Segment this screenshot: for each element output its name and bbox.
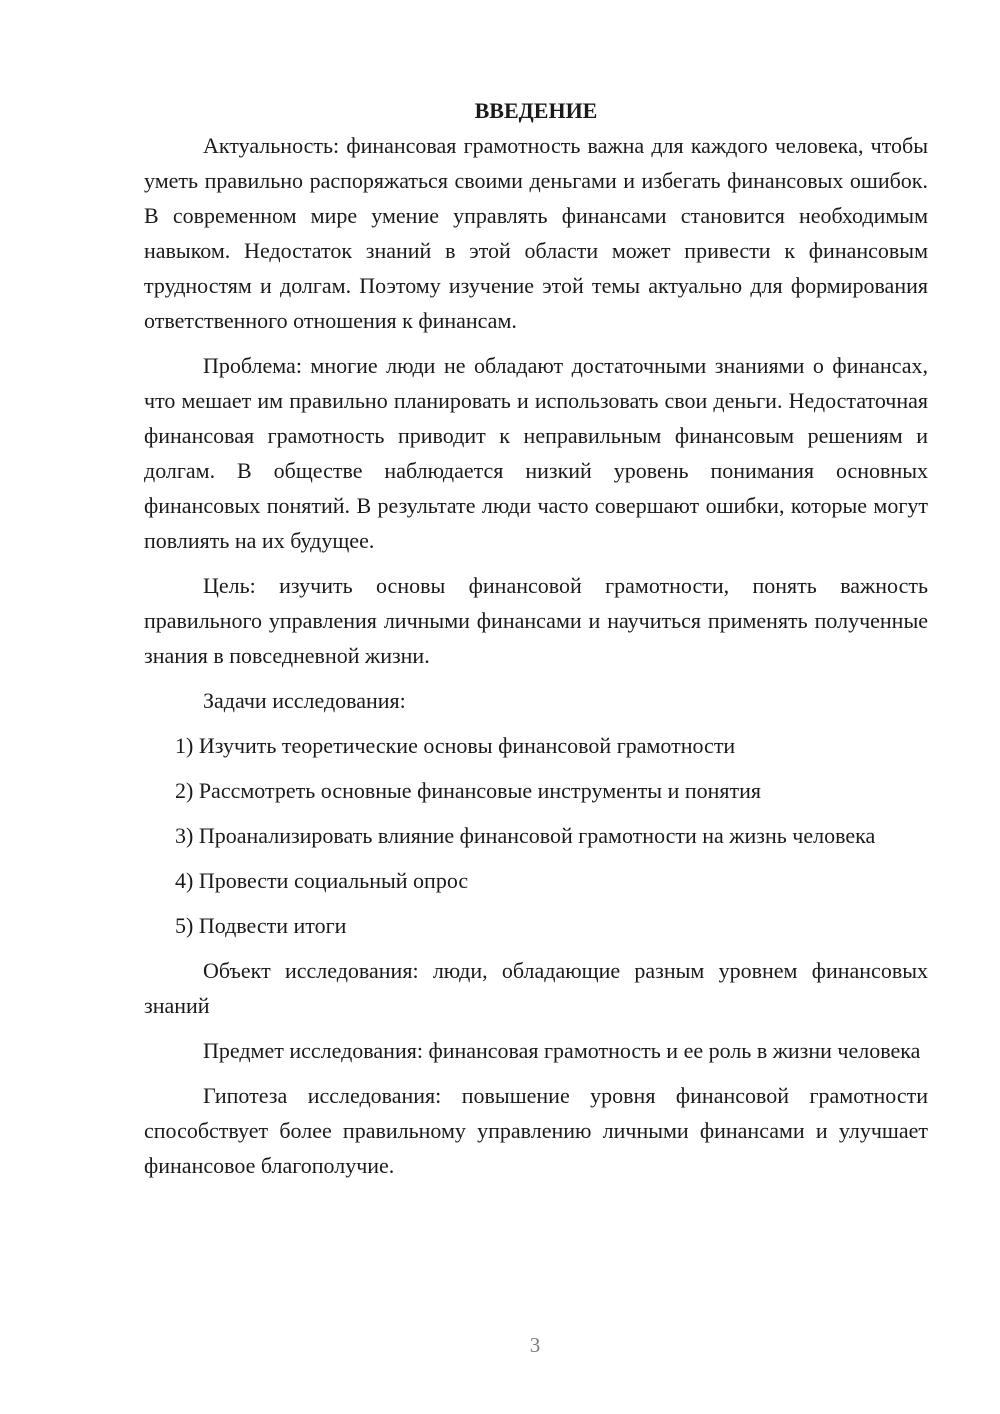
subject-paragraph: Предмет исследования: финансовая грамотность и ее роль в жизни человека	[203, 1038, 921, 1063]
relevance-paragraph: Актуальность: финансовая грамотность важна для каждого человека, чтобы уметь правильно распоряжаться своими деньгами и избегать финансовых ошибок. В современном мире умение управлять финансами становится необходимым навыком. Недостаток знаний в этой области может привести к финансовым трудностям и долгам. Поэтому изучение этой темы актуально для формирования ответственного отношения к финансам.	[144, 133, 928, 333]
task-item: 5) Подвести итоги	[175, 913, 347, 938]
task-item: 1) Изучить теоретические основы финансовой грамотности	[175, 733, 736, 758]
task-item: 4) Провести социальный опрос	[175, 868, 469, 893]
problem-paragraph: Проблема: многие люди не обладают достаточными знаниями о финансах, что мешает им правильно планировать и использовать свои деньги. Недостаточная финансовая грамотность приводит к неправильным финансовым решениям и долгам. В обществе наблюдается низкий уровень понимания основных финансовых понятий. В результате люди часто совершают ошибки, которые могут повлиять на их будущее.	[144, 353, 928, 553]
goal-paragraph: Цель: изучить основы финансовой грамотности, понять важность правильного управления личными финансами и научиться применять полученные знания в повседневной жизни.	[144, 573, 928, 668]
hypothesis-paragraph: Гипотеза исследования: повышение уровня финансовой грамотности способствует более правильному управлению личными финансами и улучшает финансовое благополучие.	[144, 1083, 928, 1178]
task-item: 3) Проанализировать влияние финансовой грамотности на жизнь человека	[175, 823, 876, 848]
object-paragraph: Объект исследования: люди, обладающие разным уровнем финансовых знаний	[144, 958, 928, 1018]
task-item: 2) Рассмотреть основные финансовые инструменты и понятия	[175, 778, 762, 803]
tasks-list	[144, 728, 928, 943]
page-number: 3	[529, 1333, 541, 1357]
section-title: ВВЕДЕНИЕ	[474, 98, 598, 123]
page-content	[144, 93, 928, 1193]
tasks-heading: Задачи исследования:	[203, 688, 406, 713]
